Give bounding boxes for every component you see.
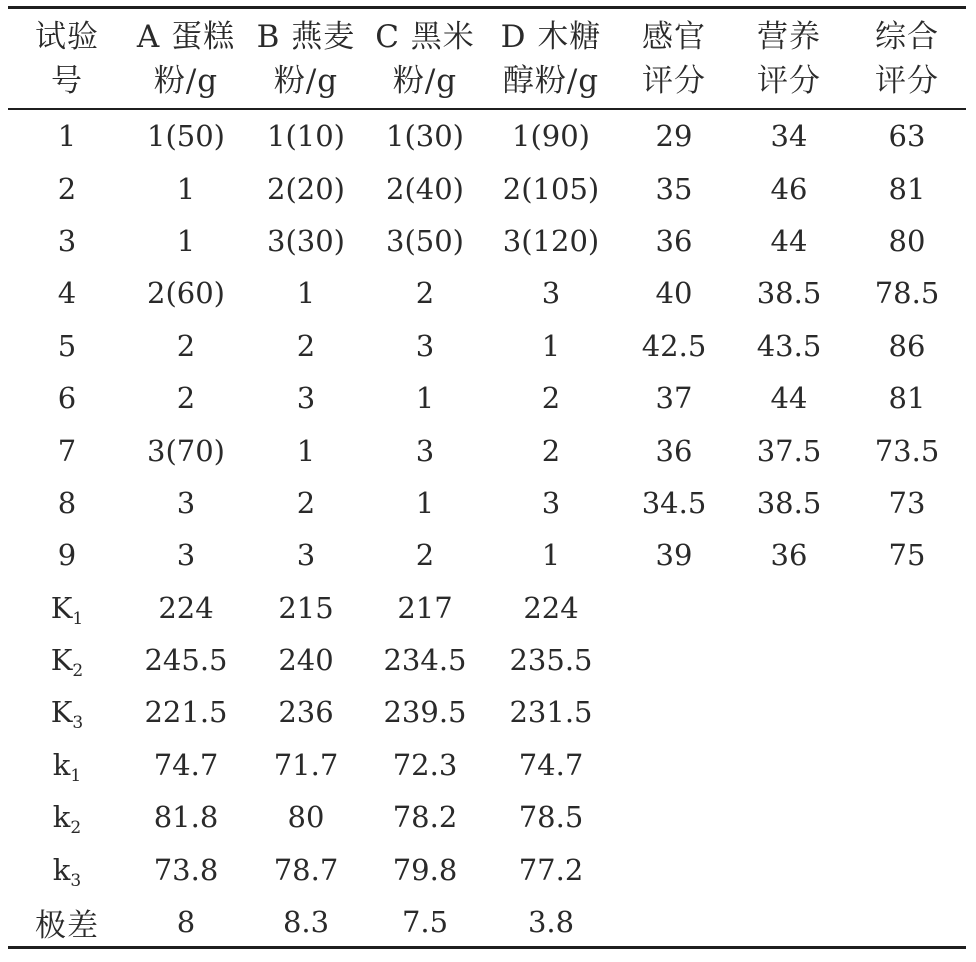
table-cell: 3 [541,276,561,311]
column-header-line1: 试验 [35,19,99,55]
stat-label [8,843,126,895]
stat-cell: 77.2 [518,852,584,887]
empty-cell [730,634,848,686]
table-cell: 2(20) [267,171,345,206]
column-header-line2: 醇粉/g [502,63,600,99]
trial-number: 6 [57,381,77,416]
table-cell: 86 [888,328,926,363]
empty-cell [848,582,966,634]
stat-cell: 78.7 [273,852,339,887]
table-row [8,215,966,267]
stat-label-base: 极差 [35,907,99,944]
results-table [8,12,966,948]
empty-cell [618,634,730,686]
stat-cell: 245.5 [144,643,228,678]
stat-label-subscript: 2 [72,661,84,682]
table-body [8,106,966,948]
table-cell: 38.5 [756,276,822,311]
table-cell: 80 [888,223,926,258]
table-cell: 1 [415,485,435,520]
table-cell: 2 [176,381,196,416]
table-cell: 39 [655,538,693,573]
stat-label [8,634,126,686]
stat-cell: 72.3 [392,747,458,782]
column-header-line1: D 木糖 [500,19,602,55]
column-header-line1: A 蛋糕 [136,19,236,55]
table-cell: 2(60) [147,276,225,311]
empty-cell [730,791,848,843]
column-header-7 [848,12,966,106]
column-header-line2: 评分 [875,63,939,99]
table-cell: 38.5 [756,485,822,520]
table-cell: 44 [770,223,808,258]
stat-cell: 224 [523,590,579,625]
empty-cell [618,791,730,843]
column-header-4 [484,12,618,106]
stats-row [8,634,966,686]
table-cell: 3 [176,485,196,520]
stats-row [8,739,966,791]
table-cell: 36 [655,223,693,258]
stats-row [8,791,966,843]
table-cell: 1 [296,433,316,468]
table-cell: 42.5 [641,328,707,363]
table-cell: 2 [415,538,435,573]
stat-cell: 74.7 [153,747,219,782]
stats-row [8,686,966,738]
stat-cell: 78.2 [392,800,458,835]
stat-label [8,739,126,791]
table-cell: 3 [296,381,316,416]
stat-label-subscript: 3 [72,713,84,734]
stat-cell: 236 [278,695,334,730]
empty-cell [848,896,966,948]
table-cell: 34.5 [641,485,707,520]
table-cell: 1 [296,276,316,311]
stat-label-subscript: 3 [70,870,82,891]
table-cell: 81 [888,381,926,416]
table-cell: 81 [888,171,926,206]
stat-label-subscript: 1 [72,608,84,629]
table-cell: 43.5 [756,328,822,363]
table-cell: 1 [176,171,196,206]
top-rule [8,6,966,9]
stat-label-base: K [50,643,73,678]
empty-cell [618,843,730,895]
column-header-line2: 粉/g [273,63,339,99]
stat-label-base: k [52,800,71,835]
table-cell: 44 [770,381,808,416]
stat-label [8,791,126,843]
column-header-line2: 评分 [757,63,821,99]
table-cell: 36 [770,538,808,573]
stat-label [8,582,126,634]
stat-cell: 74.7 [518,747,584,782]
column-header-line2: 号 [51,63,83,99]
table-cell: 1 [176,223,196,258]
stat-label-base: k [52,747,71,782]
trial-number: 1 [57,119,77,154]
table-cell: 3(30) [267,223,345,258]
column-header-5 [618,12,730,106]
empty-cell [848,843,966,895]
table-cell: 1 [541,328,561,363]
stats-row [8,582,966,634]
stat-label-base: K [50,695,73,730]
column-header-line1: B 燕麦 [256,19,356,55]
table-row [8,424,966,476]
table-cell: 2 [176,328,196,363]
table-cell: 1(30) [386,119,464,154]
column-header-line1: C 黑米 [375,19,475,55]
empty-cell [618,686,730,738]
table-cell: 2(40) [386,171,464,206]
stat-cell: 78.5 [518,800,584,835]
table-cell: 2 [541,381,561,416]
empty-cell [848,634,966,686]
stats-row [8,843,966,895]
empty-cell [618,739,730,791]
stat-label [8,896,126,948]
column-header-0 [8,12,126,106]
table-row [8,320,966,372]
stat-cell: 215 [278,590,334,625]
column-header-6 [730,12,848,106]
empty-cell [730,686,848,738]
table-cell: 37.5 [756,433,822,468]
trial-number: 2 [57,171,77,206]
column-header-2 [246,12,366,106]
table-cell: 1(90) [512,119,590,154]
table-cell: 3 [415,328,435,363]
header-row [8,12,966,106]
table-row [8,529,966,581]
stat-cell: 79.8 [392,852,458,887]
table-cell: 2 [415,276,435,311]
trial-number: 5 [57,328,77,363]
stat-cell: 217 [397,590,453,625]
trial-number: 7 [57,433,77,468]
table-cell: 1(50) [147,119,225,154]
table-cell: 3(50) [386,223,464,258]
table-cell: 1(10) [267,119,345,154]
table-cell: 3 [296,538,316,573]
table-cell: 3 [176,538,196,573]
stat-cell: 234.5 [383,643,467,678]
stat-cell: 71.7 [273,747,339,782]
column-header-1 [126,12,246,106]
table-cell: 2(105) [502,171,600,206]
stat-cell: 73.8 [153,852,219,887]
table-row [8,162,966,214]
table-cell: 40 [655,276,693,311]
table-cell: 35 [655,171,693,206]
empty-cell [618,896,730,948]
trial-number: 9 [57,538,77,573]
empty-cell [730,739,848,791]
stat-label-subscript: 1 [70,765,82,786]
empty-cell [618,582,730,634]
stats-row [8,896,966,948]
stat-cell: 80 [287,800,325,835]
table-cell: 29 [655,119,693,154]
trial-number: 3 [57,223,77,258]
stat-cell: 8 [176,905,196,940]
column-header-line1: 综合 [875,19,939,55]
table-cell: 1 [415,381,435,416]
stat-cell: 231.5 [509,695,593,730]
table-cell: 37 [655,381,693,416]
empty-cell [848,686,966,738]
stat-label [8,686,126,738]
table-cell: 2 [296,328,316,363]
stat-cell: 8.3 [282,905,330,940]
empty-cell [848,791,966,843]
trial-number: 8 [57,485,77,520]
table-cell: 1 [541,538,561,573]
stat-label-base: k [52,852,71,887]
table-cell: 2 [296,485,316,520]
table-cell: 3(120) [502,223,600,258]
table-cell: 36 [655,433,693,468]
table-row [8,106,966,162]
table-cell: 63 [888,119,926,154]
stat-cell: 240 [278,643,334,678]
stat-cell: 235.5 [509,643,593,678]
table-cell: 73.5 [874,433,940,468]
trial-number: 4 [57,276,77,311]
empty-cell [730,843,848,895]
table-cell: 46 [770,171,808,206]
empty-cell [730,582,848,634]
column-header-3 [366,12,484,106]
table-cell: 2 [541,433,561,468]
stat-cell: 3.8 [527,905,575,940]
table-cell: 78.5 [874,276,940,311]
table-cell: 3 [415,433,435,468]
table-cell: 73 [888,485,926,520]
stat-cell: 7.5 [401,905,449,940]
table-cell: 3 [541,485,561,520]
table-row [8,267,966,319]
stat-cell: 239.5 [383,695,467,730]
table-row [8,477,966,529]
table-row [8,372,966,424]
stat-label-subscript: 2 [70,818,82,839]
stat-cell: 81.8 [153,800,219,835]
column-header-line2: 粉/g [153,63,219,99]
column-header-line2: 粉/g [392,63,458,99]
column-header-line1: 营养 [757,19,821,55]
stat-cell: 221.5 [144,695,228,730]
table-cell: 3(70) [147,433,225,468]
stat-cell: 224 [158,590,214,625]
column-header-line2: 评分 [642,63,706,99]
stat-label-base: K [50,590,73,625]
empty-cell [730,896,848,948]
table-cell: 34 [770,119,808,154]
column-header-line1: 感官 [642,19,706,55]
empty-cell [848,739,966,791]
table-cell: 75 [888,538,926,573]
